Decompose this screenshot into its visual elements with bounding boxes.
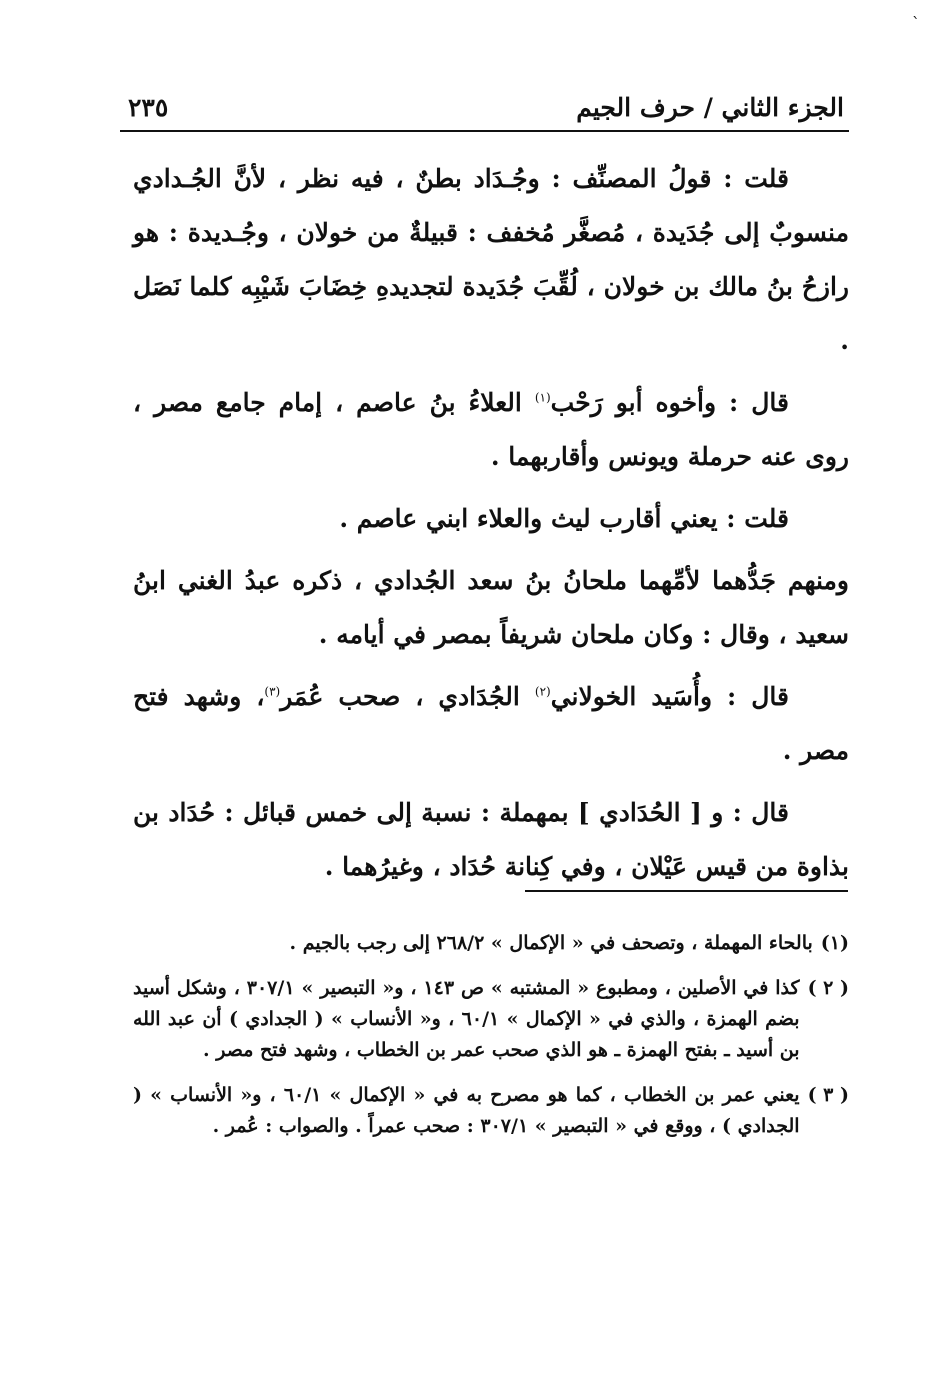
footnote-number: ( ٢ ) [807, 977, 849, 999]
headword-hudadi: الحُدَادي [599, 798, 681, 827]
paragraph-5-text-b: الجُدَادي ، صحب عُمَر [280, 682, 535, 711]
paragraph-6 [133, 786, 849, 894]
paragraph-2-text-b: العلاءُ بنُ عاصم ، إمام جامع مصر ، روى عنه حرملة ويونس وأقاربهما . [133, 388, 849, 471]
paragraph-5-text-c: ، وشهد فتح مصر . [133, 682, 849, 765]
main-text [133, 152, 849, 902]
footnote-2 [133, 973, 849, 1066]
header-rule [120, 130, 849, 132]
footnotes [133, 928, 849, 1156]
paragraph-5 [133, 670, 849, 778]
footnote-text: يعني عمر بن الخطاب ، كما هو مصرح به في « الإكمال » ٦٠/١ ، و« الأنساب » ( الجدادي ) ، ووقع في « التبصير » ٣٠٧/١ : صحب عمراً . والصواب : عُمر . [133, 1084, 800, 1137]
footnote-number: ( ٣ ) [807, 1084, 849, 1106]
paragraph-6-text-b: ] بمهملة : نسبة إلى خمس قبائل : حُدَاد بن بذاوة من قيس عَيْلان ، وفي كِنانة حُدَاد ، وغيرُهما . [133, 798, 849, 881]
footnote-ref-1: (١) [534, 390, 551, 405]
footnote-1 [133, 928, 849, 959]
page-header [128, 86, 844, 122]
footnote-text: كذا في الأصلين ، ومطبوع « المشتبه » ص ١٤٣ ، و« التبصير » ٣٠٧/١ ، وشكل أسيد بضم الهمزة ، والذي في « الإكمال » ٦٠/١ ، و« الأنساب » ( الجدادي ) أن عبد الله بن أسيد ـ بفتح الهمزة ـ هو الذي صحب عمر بن الخطاب ، وشهد فتح مصر . [133, 977, 800, 1061]
footnote-separator [525, 890, 848, 892]
paragraph-3: قلت : يعني أقارب ليث والعلاء ابني عاصم . [339, 504, 789, 533]
paragraph-6-text-a: قال : و [ [680, 798, 789, 827]
footnote-3 [133, 1080, 849, 1142]
running-title: الجزء الثاني / حرف الجيم [576, 93, 844, 122]
paragraph-5-text-a: قال : وأُسَيد الخولاني [550, 682, 789, 711]
footnote-ref-2: (٢) [534, 684, 551, 699]
page-number: ٢٣٥ [128, 93, 169, 122]
paragraph-4: ومنهم جَدُّهما لأمِّهما ملحانُ بنُ سعد الجُدادي ، ذكره عبدُ الغني ابنُ سعيد ، وقال : وكان ملحان شريفاً بمصر في أيامه . [133, 566, 849, 649]
paragraph-2-text-a: قال : وأخوه أبو رَحْب [550, 388, 789, 417]
scan-corner-mark: ` [912, 14, 920, 33]
footnote-ref-3: (٣) [264, 684, 281, 699]
footnote-number: (١) [820, 932, 849, 954]
footnote-text: بالحاء المهملة ، وتصحف في « الإكمال » ٢٦٨/٢ إلى رجب بالجيم . [289, 932, 813, 954]
paragraph-2 [133, 376, 849, 484]
paragraph-1: قلت : قولُ المصنِّف : وجُـدَاد بطنٌ ، فيه نظر ، لأنَّ الجُـدادي منسوبٌ إلى جُدَيدة ، مُصغَّر مُخفف : قبيلةٌ من خولان ، وجُـديدة : هو رازحُ بنُ مالك بن خولان ، لُقِّبَ جُدَيدة لتجديدهِ خِضَابَ شَيْبِه كلما نَصَل . [133, 164, 849, 355]
